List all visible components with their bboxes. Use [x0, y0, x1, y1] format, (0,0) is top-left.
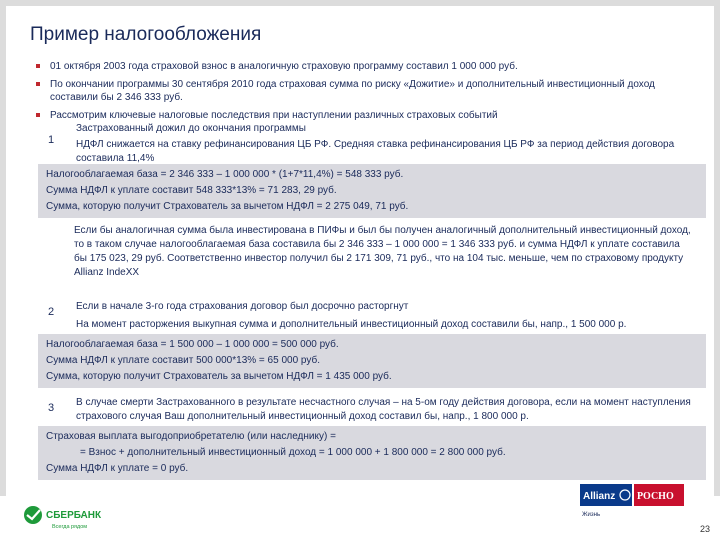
calculation-box — [38, 426, 706, 480]
sberbank-wordmark: СБЕРБАНК — [46, 510, 102, 521]
calc-line: Сумма НДФЛ к уплате = 0 руб. — [46, 463, 189, 474]
calc-line: Сумма, которую получит Страхователь за вычетом НДФЛ = 2 275 049, 71 руб. — [46, 201, 409, 212]
case-description: В случае смерти Застрахованного в результате несчастного случая – на 5-ом году действия договора, если на момент наступления страхового случая Ваш дополнительный инвестиционный доход составил бы, напр., 1 800 000 р. — [76, 397, 691, 422]
case-line: Застрахованный дожил до окончания программы — [76, 123, 306, 134]
calc-line: Налогооблагаемая база = 2 346 333 – 1 000 000 * (1+7*11,4%) = 548 333 руб. — [46, 169, 404, 180]
allianz-wordmark: Allianz — [583, 491, 616, 502]
calc-line: = Взнос + дополнительный инвестиционный доход = 1 000 000 + 1 800 000 = 2 800 000 руб. — [80, 447, 506, 458]
page-number: 23 — [700, 524, 711, 534]
sberbank-emblem-icon — [24, 506, 42, 524]
calc-line: Сумма НДФЛ к уплате составит 548 333*13% = 71 283, 29 руб. — [46, 185, 337, 196]
case-line: Если в начале 3-го года страхования договор был досрочно расторгнут — [76, 301, 409, 312]
case-number: 3 — [48, 402, 55, 414]
slide-title: Пример налогообложения — [30, 24, 262, 45]
case-line: На момент расторжения выкупная сумма и дополнительный инвестиционный доход составили бы, напр., 1 500 000 р. — [76, 319, 627, 330]
calc-line: Налогооблагаемая база = 1 500 000 – 1 000 000 = 500 000 руб. — [46, 339, 339, 350]
case-number: 2 — [48, 306, 55, 318]
case-description — [76, 122, 696, 166]
pif-comparison-note: Если бы аналогичная сумма была инвестирована в ПИФы и был бы получен аналогичный дополнительный инвестиционный доход, то в таком случае налогооблагаемая база составила бы 2 346 333 – 1 000 000 = 1 346 333 руб. и сумма НДФЛ к уплате составила бы 175 023, 29 руб. Соответственно инвестор получил бы 2 171 309, 71 руб., что на 104 тыс. меньше, чем по страховому продукту Allianz IndeXX — [74, 225, 691, 278]
calculation-box — [38, 164, 706, 218]
allianz-rosno-logo — [580, 484, 688, 520]
sberbank-tagline: Всегда рядом — [52, 524, 88, 530]
calc-line: Сумма, которую получит Страхователь за вычетом НДФЛ = 1 435 000 руб. — [46, 371, 392, 382]
rosno-wordmark: РОСНО — [637, 491, 674, 502]
zhizn-label: Жизнь — [582, 512, 601, 518]
bullet-item: По окончании программы 30 сентября 2010 года страховая сумма по риску «Дожитие» и дополнительный инвестиционный доход составили бы 2 346 333 руб. — [36, 78, 686, 104]
case-description — [76, 300, 696, 332]
bullet-item: 01 октября 2003 года страховой взнос в аналогичную страховую программу составил 1 000 000 руб. — [36, 60, 686, 73]
calculation-box — [38, 334, 706, 388]
sberbank-logo — [22, 502, 114, 532]
calc-line: Сумма НДФЛ к уплате составит 500 000*13% = 65 000 руб. — [46, 355, 320, 366]
bullet-item: Рассмотрим ключевые налоговые последствия при наступлении различных страховых событий — [36, 109, 686, 122]
intro-bullets — [36, 60, 686, 127]
calc-line: Страховая выплата выгодоприобретателю (или наследнику) = — [46, 431, 336, 442]
case-number: 1 — [48, 134, 55, 146]
case-line: НДФЛ снижается на ставку рефинансирования ЦБ РФ. Средняя ставка рефинансирования ЦБ РФ за период действия договора составила 11,4% — [76, 139, 675, 164]
